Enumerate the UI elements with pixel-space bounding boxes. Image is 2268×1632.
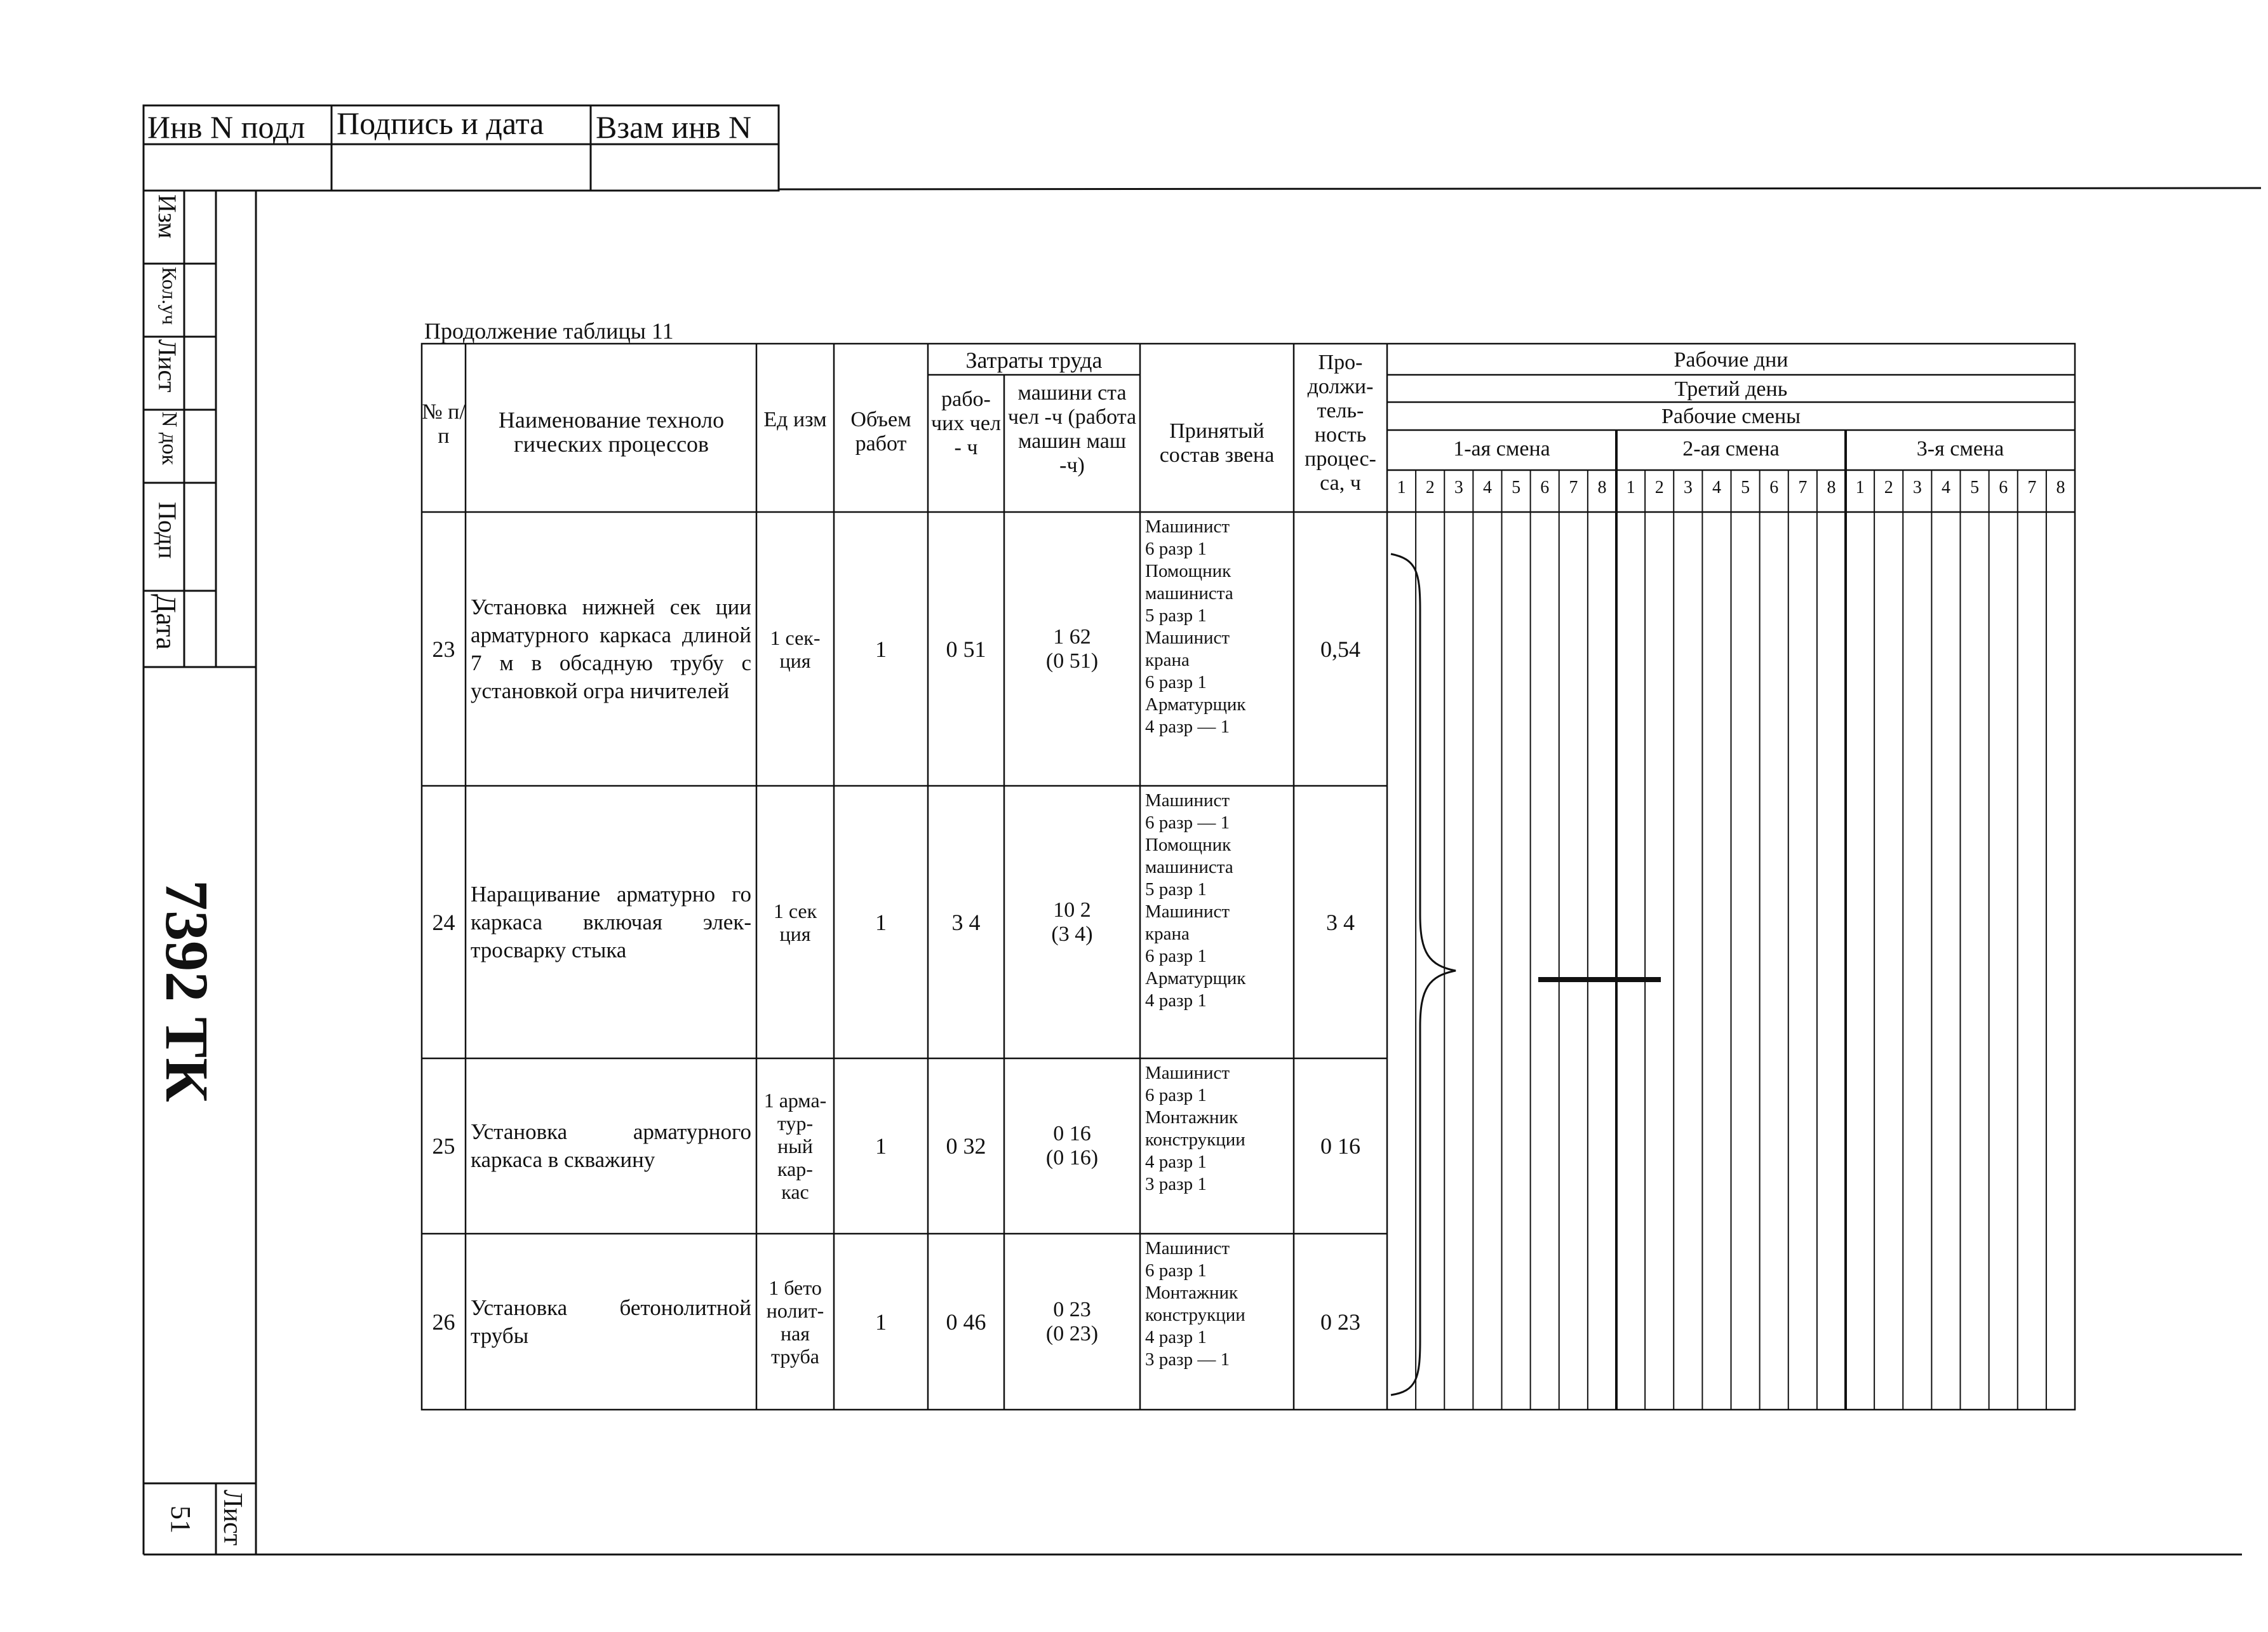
cell-volume: 1 <box>875 636 887 662</box>
hour-label: 5 <box>1512 478 1521 497</box>
stamp-kol-uch: Кол.уч <box>158 267 181 325</box>
stamp-vzam-inv: Взам инв N <box>596 109 752 145</box>
cell-name: Установка бетонолитной трубы <box>471 1295 751 1348</box>
hour-label: 7 <box>2027 478 2037 497</box>
cell-name: Установка арматурного каркаса в скважину <box>471 1119 751 1172</box>
cell-workers: 3 4 <box>951 909 981 935</box>
cell-machinist: 0 23 (0 23) <box>1045 1297 1099 1345</box>
cell-num: 23 <box>432 636 455 662</box>
hour-label: 8 <box>2056 478 2065 497</box>
header-name: Наименование техноло гических процессов <box>498 407 725 457</box>
header-labor-workers: рабо- чих чел - ч <box>931 388 1001 459</box>
hour-label: 3 <box>1454 478 1463 497</box>
header-third-day: Третий день <box>1674 377 1788 401</box>
cell-workers: 0 46 <box>946 1309 986 1335</box>
header-crew: Принятый состав звена <box>1159 419 1275 467</box>
cell-crew: Машинист 6 разр 1 Монтажник конструкции 4 разр 1 3 разр — 1 <box>1145 1238 1245 1370</box>
cell-duration: 0 16 <box>1320 1133 1360 1159</box>
cell-volume: 1 <box>875 909 887 935</box>
header-shift-1: 1-ая смена <box>1453 437 1550 461</box>
header-volume: Объем работ <box>850 408 911 455</box>
stamp-podp: Подп <box>153 502 182 559</box>
hour-label: 3 <box>1683 478 1693 497</box>
hour-label: 1 <box>1855 478 1865 497</box>
cell-unit: 1 сек- ция <box>770 626 821 672</box>
header-work-days: Рабочие дни <box>1674 348 1788 372</box>
hour-label: 8 <box>1597 478 1607 497</box>
cell-machinist: 10 2 (3 4) <box>1051 898 1093 946</box>
cell-duration: 0 23 <box>1320 1309 1360 1335</box>
hour-label: 6 <box>1999 478 2008 497</box>
hour-label: 1 <box>1397 478 1406 497</box>
cell-unit: 1 бето нолит- ная труба <box>766 1276 824 1368</box>
hour-label: 3 <box>1912 478 1922 497</box>
sheet-number: 51 <box>165 1506 196 1534</box>
stamp-data: Дата <box>151 594 182 650</box>
hour-label: 6 <box>1769 478 1779 497</box>
cell-unit: 1 сек ция <box>773 899 817 945</box>
cell-name: Наращивание арматурно го каркаса включая элек- тросварку стыка <box>471 881 751 962</box>
hour-label: 8 <box>1827 478 1836 497</box>
header-unit: Ед изм <box>763 408 827 431</box>
cell-crew: Машинист 6 разр 1 Монтажник конструкции 4 разр 1 3 разр 1 <box>1145 1063 1245 1194</box>
hour-label: 4 <box>1941 478 1950 497</box>
sheet-label: Лист <box>218 1490 247 1546</box>
stamp-n-dok: N док <box>158 412 181 465</box>
cell-num: 25 <box>432 1133 455 1159</box>
table-caption: Продолжение таблицы 11 <box>424 318 674 344</box>
hour-label: 4 <box>1482 478 1492 497</box>
header-labor-machinist: машини ста чел -ч (работа машин маш -ч) <box>1007 381 1137 477</box>
hour-label: 5 <box>1970 478 1980 497</box>
hour-label: 2 <box>1654 478 1664 497</box>
cell-workers: 0 51 <box>946 636 986 662</box>
header-duration: Про- должи- тель- ность процес- са, ч <box>1305 351 1376 495</box>
cell-workers: 0 32 <box>946 1133 986 1159</box>
hour-label: 1 <box>1626 478 1635 497</box>
cell-machinist: 1 62 (0 51) <box>1045 624 1099 673</box>
header-num: № п/п <box>422 400 466 448</box>
hour-label: 4 <box>1712 478 1721 497</box>
cell-machinist: 0 16 (0 16) <box>1045 1122 1099 1170</box>
cell-num: 24 <box>432 909 455 935</box>
doc-code: 7392 ТК <box>153 880 221 1102</box>
hour-label: 6 <box>1540 478 1550 497</box>
stamp-podpis-data: Подпись и дата <box>337 105 544 141</box>
hour-label: 2 <box>1425 478 1435 497</box>
cell-volume: 1 <box>875 1309 887 1335</box>
stamp-izm: Изм <box>153 194 182 239</box>
hour-label: 2 <box>1884 478 1893 497</box>
header-shift-2: 2-ая смена <box>1682 437 1780 461</box>
hour-label: 5 <box>1741 478 1750 497</box>
brace-mark <box>1391 554 1456 1395</box>
header-labor: Затраты труда <box>965 347 1103 373</box>
cell-duration: 3 4 <box>1326 909 1355 935</box>
stamp-inv-podl: Инв N подл <box>147 109 305 145</box>
cell-duration: 0,54 <box>1320 636 1360 662</box>
cell-crew: Машинист 6 разр 1 Помощник машиниста 5 разр 1 Машинист крана 6 разр 1 Арматурщик 4 разр — 1 <box>1145 516 1246 737</box>
header-shift-3: 3-я смена <box>1916 437 2004 461</box>
cell-unit: 1 арма- тур- ный кар- кас <box>763 1089 827 1203</box>
cell-num: 26 <box>432 1309 455 1335</box>
cell-crew: Машинист 6 разр — 1 Помощник машиниста 5 разр 1 Машинист крана 6 разр 1 Арматурщик 4 разр 1 <box>1145 790 1246 1011</box>
cell-volume: 1 <box>875 1133 887 1159</box>
hour-label: 7 <box>1798 478 1808 497</box>
cell-name: Установка нижней сек ции арматурного каркаса длиной 7 м в обсадную трубу с установкой огра ничителей <box>471 594 751 703</box>
stamp-list: Лист <box>153 339 182 393</box>
header-work-shifts: Рабочие смены <box>1661 405 1801 428</box>
hour-label: 7 <box>1569 478 1578 497</box>
